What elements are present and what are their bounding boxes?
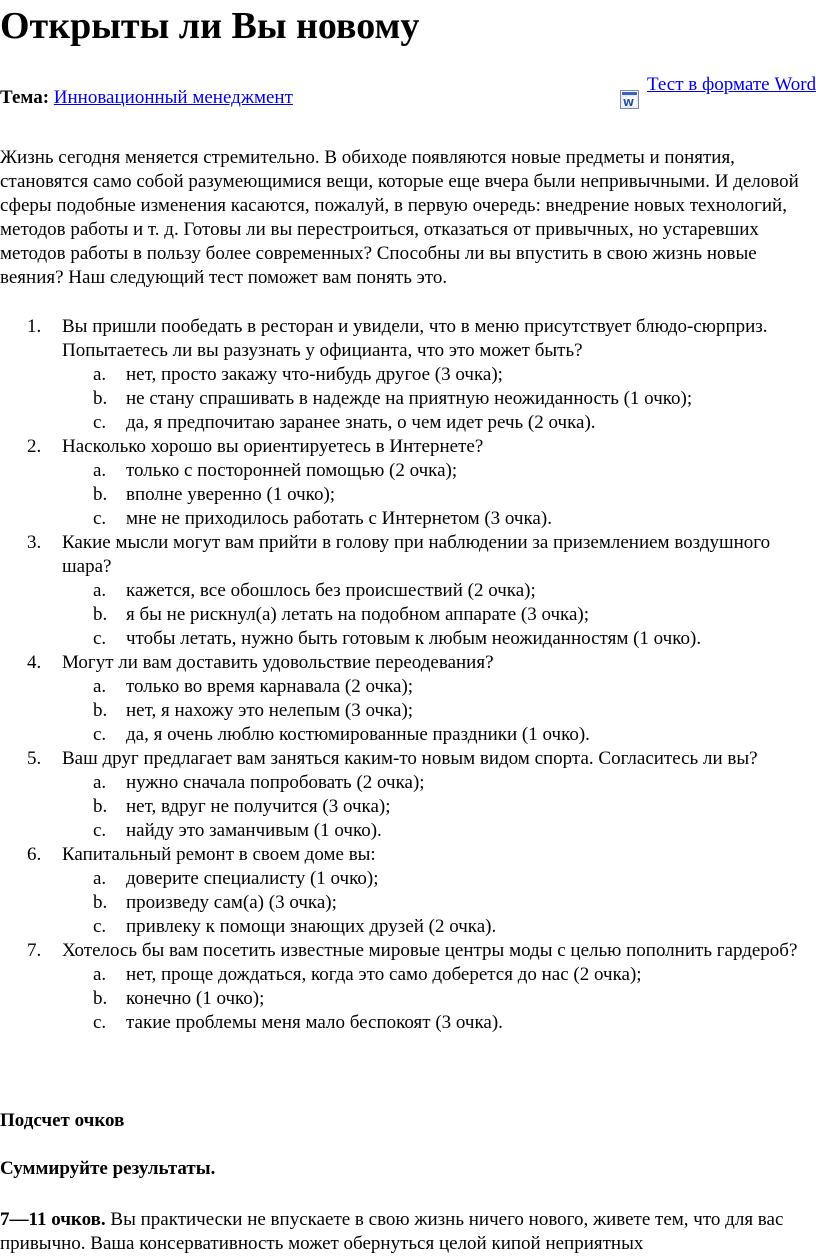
answer-option [0, 411, 816, 435]
option-text: только с посторонней помощью (2 очка); [126, 460, 458, 481]
result-range: 7—11 очков. [0, 1209, 106, 1230]
answer-options [62, 963, 816, 1035]
answer-options [62, 459, 816, 531]
option-letter: a. [93, 580, 107, 601]
word-document-icon [620, 90, 639, 109]
option-letter: c. [93, 508, 107, 529]
answer-option [0, 891, 816, 915]
answer-option [0, 675, 816, 699]
answer-option [0, 771, 816, 795]
scoring-heading: Подсчет очков [0, 1110, 125, 1131]
option-text: нет, проще дождаться, когда это само доберется до нас (2 очка); [126, 964, 642, 985]
topic-link[interactable]: Инновационный менеджмент [53, 87, 293, 108]
option-text: доверите специалисту (1 очко); [126, 868, 379, 889]
answer-option [0, 915, 816, 939]
question-text: Хотелось бы вам посетить известные мировые центры моды с целью пополнить гардероб? [62, 940, 798, 961]
question-text: Могут ли вам доставить удовольствие переодевания? [62, 652, 494, 673]
result-text: Вы практически не впускаете в свою жизнь ничего нового, живете тем, что для вас привычно. Ваша консервативность может обернуться целой кипой неприятных [0, 1209, 784, 1254]
option-text: нужно сначала попробовать (2 очка); [126, 772, 425, 793]
question-item [0, 747, 816, 843]
option-letter: a. [93, 772, 107, 793]
answer-option [0, 987, 816, 1011]
result-paragraph [0, 1208, 816, 1256]
question-number: 5. [27, 748, 42, 769]
question-item [0, 939, 816, 1035]
option-text: только во время карнавала (2 очка); [126, 676, 414, 697]
option-letter: c. [93, 412, 107, 433]
answer-options [62, 675, 816, 747]
option-letter: b. [93, 988, 108, 1009]
option-text: привлеку к помощи знающих друзей (2 очка). [126, 916, 497, 937]
option-letter: a. [93, 964, 107, 985]
answer-options [62, 579, 816, 651]
option-text: да, я очень люблю костюмированные праздники (1 очко). [126, 724, 590, 745]
intro-paragraph: Жизнь сегодня меняется стремительно. В обиходе появляются новые предметы и понятия, становятся само собой разумеющимися вещи, которые еще вчера были непривычными. И деловой сферы подобные изменения касаются, пожалуй, в первую очередь: внедрение новых технологий, методов работы и т. д. Готовы ли вы перестроиться, отказаться от привычных, но устаревших методов работы в пользу более современных? Способны ли вы впустить в свою жизнь новые веяния? Наш следующий тест поможет вам понять это. [0, 147, 799, 288]
answer-option [0, 507, 816, 531]
option-letter: a. [93, 676, 107, 697]
answer-option [0, 867, 816, 891]
question-text: Насколько хорошо вы ориентируетесь в Интернете? [62, 436, 484, 457]
option-text: вполне уверенно (1 очко); [126, 484, 336, 505]
option-text: нет, просто закажу что-нибудь другое (3 очка); [126, 364, 503, 385]
question-item [0, 531, 816, 651]
word-download-link[interactable]: Тест в формате Word [647, 74, 816, 95]
answer-option [0, 699, 816, 723]
option-letter: c. [93, 916, 107, 937]
page-title: Открыты ли Вы новому [0, 5, 420, 47]
question-text: Капитальный ремонт в своем доме вы: [62, 844, 376, 865]
answer-option [0, 603, 816, 627]
answer-option [0, 795, 816, 819]
answer-options [62, 363, 816, 435]
option-letter: c. [93, 724, 107, 745]
answer-option [0, 1011, 816, 1035]
option-letter: c. [93, 1012, 107, 1033]
option-text: кажется, все обошлось без происшествий (2 очка); [126, 580, 536, 601]
option-letter: b. [93, 892, 108, 913]
answer-option [0, 627, 816, 651]
option-text: нет, я нахожу это нелепым (3 очка); [126, 700, 414, 721]
question-text: Какие мысли могут вам прийти в голову при наблюдении за приземлением воздушного шара? [62, 532, 771, 577]
option-letter: a. [93, 868, 107, 889]
option-text: найду это заманчивым (1 очко). [126, 820, 382, 841]
topic-label: Тема: [0, 87, 50, 108]
option-letter: b. [93, 796, 108, 817]
answer-option [0, 459, 816, 483]
option-text: конечно (1 очко); [126, 988, 265, 1009]
svg-text:W: W [623, 98, 635, 109]
answer-options [62, 771, 816, 843]
question-number: 3. [27, 532, 42, 553]
option-text: нет, вдруг не получится (3 очка); [126, 796, 391, 817]
option-text: я бы не рискнул(а) летать на подобном аппарате (3 очка); [126, 604, 590, 625]
option-letter: a. [93, 364, 107, 385]
question-list [0, 315, 816, 1035]
answer-option [0, 363, 816, 387]
option-letter: c. [93, 628, 107, 649]
answer-option [0, 387, 816, 411]
question-number: 1. [27, 316, 42, 337]
sum-heading: Суммируйте результаты. [0, 1158, 216, 1179]
option-letter: b. [93, 484, 108, 505]
question-number: 2. [27, 436, 42, 457]
answer-option [0, 819, 816, 843]
question-item [0, 843, 816, 939]
question-text: Ваш друг предлагает вам заняться каким-то новым видом спорта. Согласитесь ли вы? [62, 748, 758, 769]
answer-option [0, 483, 816, 507]
topic-line [0, 86, 293, 110]
option-text: такие проблемы меня мало беспокоят (3 очка). [126, 1012, 503, 1033]
option-text: чтобы летать, нужно быть готовым к любым неожиданностям (1 очко). [126, 628, 702, 649]
answer-option [0, 723, 816, 747]
question-number: 6. [27, 844, 42, 865]
option-letter: a. [93, 460, 107, 481]
question-item [0, 435, 816, 531]
option-text: произведу сам(а) (3 очка); [126, 892, 337, 913]
answer-option [0, 579, 816, 603]
option-text: да, я предпочитаю заранее знать, о чем идет речь (2 очка). [126, 412, 596, 433]
question-number: 7. [27, 940, 42, 961]
answer-option [0, 963, 816, 987]
option-letter: c. [93, 820, 107, 841]
question-item [0, 651, 816, 747]
option-letter: b. [93, 388, 108, 409]
option-letter: b. [93, 700, 108, 721]
option-text: не стану спрашивать в надежде на приятную неожиданность (1 очко); [126, 388, 693, 409]
question-item [0, 315, 816, 435]
option-text: мне не приходилось работать с Интернетом (3 очка). [126, 508, 552, 529]
question-text: Вы пришли пообедать в ресторан и увидели, что в меню присутствует блюдо-сюрприз. Попытаетесь ли вы разузнать у официанта, что это может быть? [62, 316, 768, 361]
answer-options [62, 867, 816, 939]
option-letter: b. [93, 604, 108, 625]
question-number: 4. [27, 652, 42, 673]
